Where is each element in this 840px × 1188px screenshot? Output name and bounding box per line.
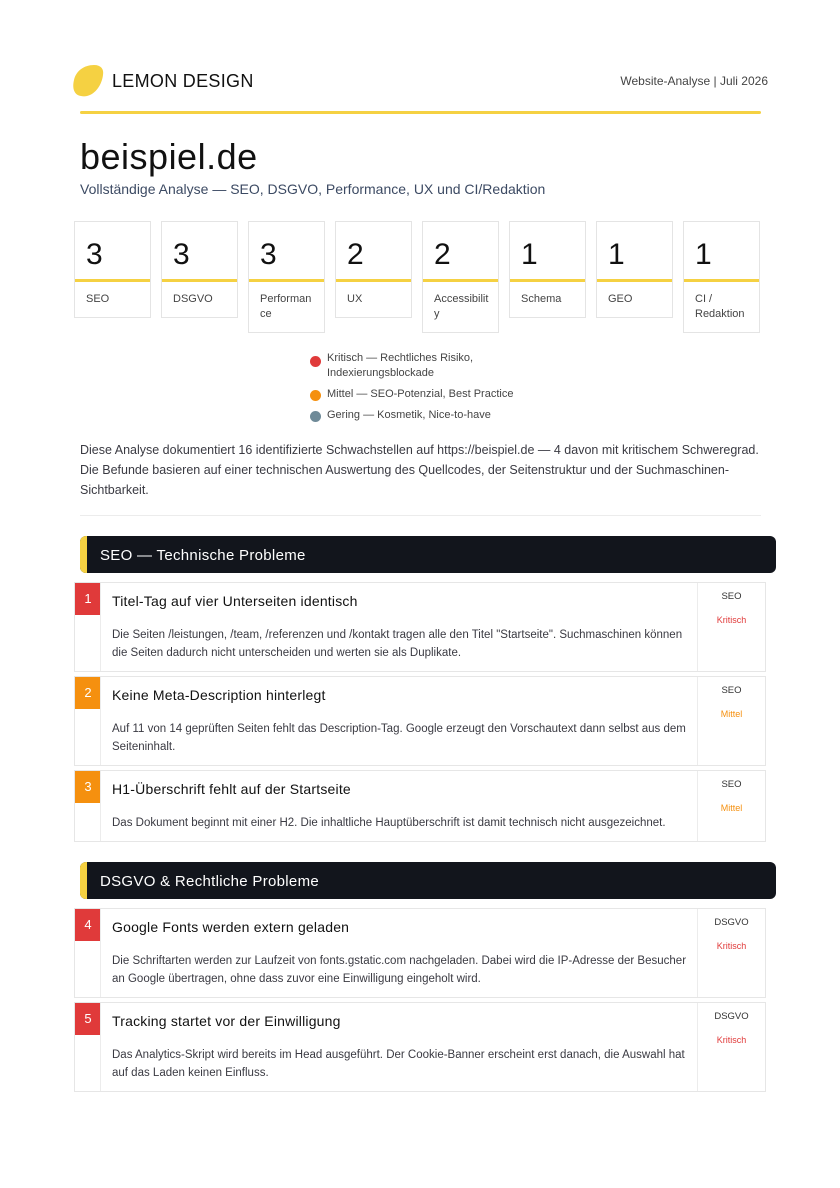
kpi-value: 1 [684, 222, 759, 282]
header-divider [80, 111, 761, 114]
kpi-card-performance [248, 221, 325, 333]
issue-number-badge: 2 [75, 677, 101, 709]
issue-side-divider [100, 677, 101, 765]
kpi-value: 3 [162, 222, 237, 282]
issue-title: H1-Überschrift fehlt auf der Startseite [112, 781, 351, 797]
legend-item-kritisch [310, 351, 530, 381]
kpi-label: CI / Redaktion [695, 293, 745, 320]
issue-description: Das Analytics-Skript wird bereits im Head ausgeführt. Der Cookie-Banner erscheint erst danach, die Auswahl hat auf das Laden keinen Einfluss. [112, 1049, 685, 1079]
issue-description: Auf 11 von 14 geprüften Seiten fehlt das Description-Tag. Google erzeugt den Vorschautext dann selbst aus dem Seiteninhalt. [112, 723, 686, 753]
issue-severity: Kritisch [716, 615, 747, 625]
issue-meta [697, 677, 765, 765]
kpi-card-ux [335, 221, 412, 318]
section-divider [80, 515, 761, 516]
kpi-value: 3 [75, 222, 150, 282]
issue-number-badge: 5 [75, 1003, 101, 1035]
issue-title: Keine Meta-Description hinterlegt [112, 687, 326, 703]
issue-title: Tracking startet vor der Einwilligung [112, 1013, 341, 1029]
issue-side-divider [100, 1003, 101, 1091]
issue-meta [697, 771, 765, 841]
kpi-card-ci-redaktion [683, 221, 760, 333]
issue-title: Google Fonts werden extern geladen [112, 919, 350, 935]
issue-category: DSGVO [714, 917, 749, 928]
kpi-card-geo [596, 221, 673, 318]
issue-card [74, 676, 766, 766]
issue-number-badge: 1 [75, 583, 101, 615]
section-accent [80, 862, 87, 899]
severity-dot-icon [310, 411, 321, 422]
page-title: beispiel.de [80, 136, 258, 177]
issue-category: DSGVO [714, 1011, 749, 1022]
report-header [72, 64, 768, 100]
issue-card [74, 582, 766, 672]
legend-label: Gering — Kosmetik, Nice-to-have [327, 409, 491, 421]
issue-number-badge: 3 [75, 771, 101, 803]
intro-paragraph: Diese Analyse dokumentiert 16 identifizierte Schwachstellen auf https://beispiel.de — 4 davon mit kritischem Schweregrad. Die Befunde basieren auf einer technischen Auswertung des Quellcodes, der Seitenstruktur und der Suchmaschinen-Sichtbarkeit. [80, 443, 759, 497]
kpi-label: Accessibility [434, 293, 489, 320]
kpi-card-dsgvo [161, 221, 238, 318]
lemon-logo-icon [72, 64, 104, 98]
kpi-value: 2 [336, 222, 411, 282]
section-title: DSGVO & Rechtliche Probleme [100, 873, 320, 890]
issue-category: SEO [721, 591, 742, 602]
section-header-dsgvo [80, 862, 776, 899]
kpi-value: 3 [249, 222, 324, 282]
issue-card [74, 770, 766, 842]
section-header-seo [80, 536, 776, 573]
kpi-label: DSGVO [173, 293, 213, 305]
legend-label: Mittel — SEO-Potenzial, Best Practice [327, 388, 514, 400]
issue-severity: Kritisch [716, 1035, 747, 1045]
brand-name: LEMON DESIGN [112, 71, 254, 91]
issue-meta [697, 909, 765, 997]
kpi-value: 1 [510, 222, 585, 282]
issue-severity: Mittel [720, 709, 743, 719]
issue-description: Die Schriftarten werden zur Laufzeit von fonts.gstatic.com nachgeladen. Dabei wird die IP-Adresse der Besucher an Google übertragen, ohne dass zuvor eine Einwilligung eingeholt wird. [112, 955, 687, 985]
kpi-label: UX [347, 293, 363, 305]
kpi-label: SEO [86, 293, 110, 305]
issue-severity: Mittel [720, 803, 743, 813]
issue-card [74, 1002, 766, 1092]
kpi-label: Schema [521, 293, 562, 305]
kpi-label: Performance [260, 293, 312, 320]
kpi-value: 1 [597, 222, 672, 282]
issue-meta [697, 1003, 765, 1091]
issue-description: Die Seiten /leistungen, /team, /referenzen und /kontakt tragen alle den Titel "Startseite". Suchmaschinen können die Seiten dadurch nicht unterscheiden und werten sie als Duplikate. [112, 629, 683, 659]
kpi-label: GEO [608, 293, 633, 305]
issue-side-divider [100, 771, 101, 841]
legend-item-mittel [310, 387, 530, 402]
severity-legend [310, 351, 530, 429]
section-accent [80, 536, 87, 573]
page-subtitle: Vollständige Analyse — SEO, DSGVO, Performance, UX und CI/Redaktion [80, 181, 546, 197]
issue-category: SEO [721, 685, 742, 696]
issue-side-divider [100, 583, 101, 671]
severity-dot-icon [310, 356, 321, 367]
issue-category: SEO [721, 779, 742, 790]
issue-severity: Kritisch [716, 941, 747, 951]
kpi-card-accessibility [422, 221, 499, 333]
issue-number-badge: 4 [75, 909, 101, 941]
kpi-card-schema [509, 221, 586, 318]
kpi-value: 2 [423, 222, 498, 282]
severity-dot-icon [310, 390, 321, 401]
issue-side-divider [100, 909, 101, 997]
report-meta: Website-Analyse | Juli 2026 [620, 74, 768, 88]
legend-item-gering [310, 408, 530, 423]
issue-description: Das Dokument beginnt mit einer H2. Die inhaltliche Hauptüberschrift ist damit technisch nicht ausgezeichnet. [112, 817, 666, 829]
section-title: SEO — Technische Probleme [100, 547, 306, 564]
issue-card [74, 908, 766, 998]
kpi-card-seo [74, 221, 151, 318]
issue-title: Titel-Tag auf vier Unterseiten identisch [112, 593, 358, 609]
legend-label: Kritisch — Rechtliches Risiko, Indexierungsblockade [327, 352, 474, 379]
issue-meta [697, 583, 765, 671]
